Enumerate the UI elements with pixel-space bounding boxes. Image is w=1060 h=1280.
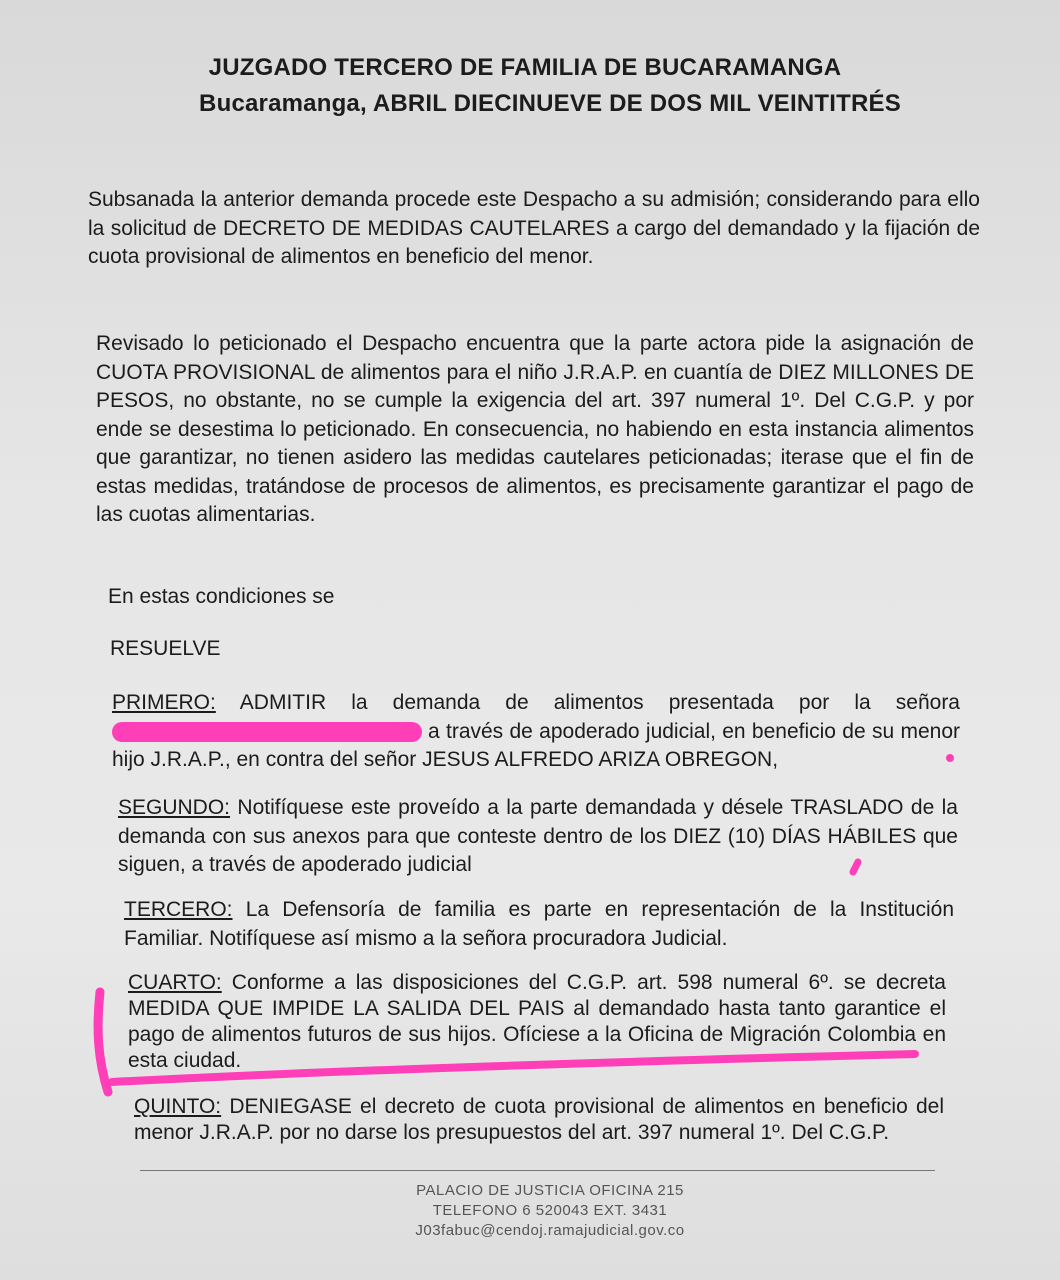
- tercero-label: TERCERO:: [124, 898, 233, 921]
- highlighter-bracket: [98, 992, 108, 1092]
- court-title: JUZGADO TERCERO DE FAMILIA DE BUCARAMANGA: [208, 54, 842, 81]
- date-line: Bucaramanga, ABRIL DIECINUEVE DE DOS MIL VEINTITRÉS: [199, 90, 901, 117]
- resuelve-heading: RESUELVE: [110, 637, 221, 660]
- highlighter-tick: [853, 862, 858, 872]
- cuarto-label: CUARTO:: [128, 971, 222, 994]
- segundo-label: SEGUNDO:: [118, 796, 231, 819]
- footer-office: PALACIO DE JUSTICIA OFICINA 215: [416, 1182, 684, 1199]
- tercero-text: La Defensoría de familia es parte en representación de la Institución Familiar. Notifíquese así mismo a la señora procuradora Judicial.: [124, 898, 954, 950]
- cuarto-text: Conforme a las disposiciones del C.G.P. art. 598 numeral 6º. se decreta MEDIDA QUE IMPIDE LA SALIDA DEL PAIS al demandado hasta tanto garantice el pago de alimentos futuros de sus hijos. Ofíciese a la Oficina de Migración Colombia en esta ciudad.: [128, 971, 946, 1072]
- segundo-text: Notifíquese este proveído a la parte demandada y désele TRASLADO de la demanda con sus anexos para que conteste dentro de los DIEZ (10) DÍAS HÁBILES que siguen, a través de apoderado judicial: [118, 796, 958, 876]
- primero-continuation: a través de apoderado judicial, en beneficio de su menor hijo J.R.A.P., en contra del señor JESUS ALFREDO ARIZA OBREGON,: [112, 719, 960, 771]
- paragraph-admission: Subsanada la anterior demanda procede este Despacho a su admisión; considerando para ello la solicitud de DECRETO DE MEDIDAS CAUTELARES a cargo del demandado y la fijación de cuota provisional de alimentos en beneficio del menor.: [88, 188, 980, 268]
- primero-text: ADMITIR la demanda de alimentos presentada por la señora: [239, 691, 960, 714]
- footer-phone: TELEFONO 6 520043 EXT. 3431: [432, 1202, 668, 1219]
- paragraph-review: Revisado lo peticionado el Despacho encuentra que la parte actora pide la asignación de CUOTA PROVISIONAL de alimentos para el niño J.R.A.P. en cuantía de DIEZ MILLONES DE PESOS, no obstante, no se cumple la exigencia del art. 397 numeral 1º. Del C.G.P. y por ende se desestima lo peticionado. En consecuencia, no habiendo en esta instancia alimentos que garantizar, no tienen asidero las medidas cautelares peticionadas; iterase que el fin de estas medidas, tratándose de procesos de alimentos, es precisamente garantizar el pago de las cuotas alimentarias.: [96, 332, 974, 526]
- footer-email: J03fabuc@cendoj.ramajudicial.gov.co: [415, 1222, 685, 1239]
- quinto-label: QUINTO:: [134, 1095, 222, 1118]
- conditions-line: En estas condiciones se: [108, 585, 335, 608]
- quinto-text: DENIEGASE el decreto de cuota provisional de alimentos en beneficio del menor J.R.A.P. por no darse los presupuestos del art. 397 numeral 1º. Del C.G.P.: [134, 1095, 944, 1144]
- highlighter-dot: [946, 754, 954, 762]
- primero-label: PRIMERO:: [112, 691, 216, 714]
- highlighter-underline: [112, 1054, 915, 1082]
